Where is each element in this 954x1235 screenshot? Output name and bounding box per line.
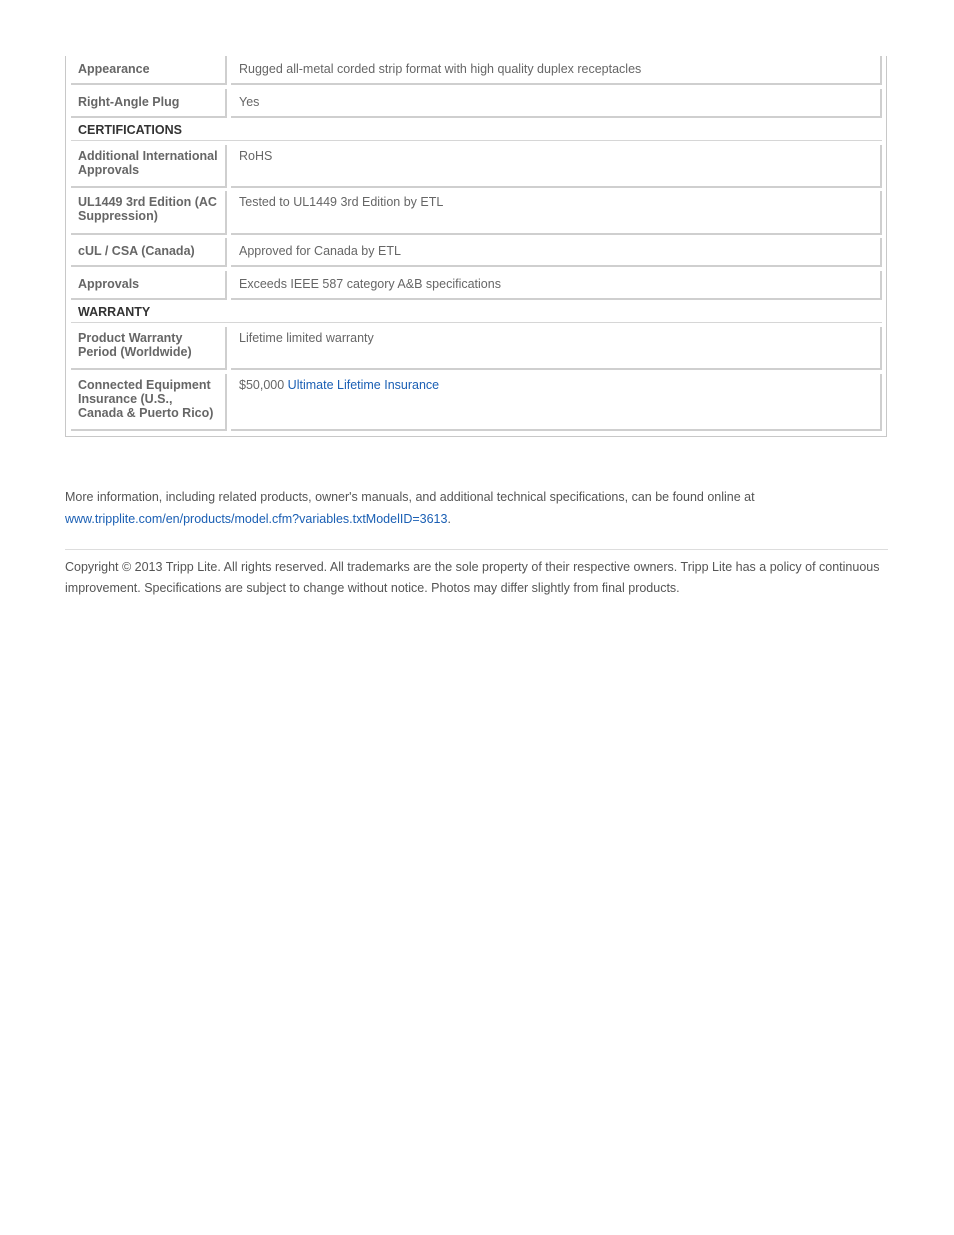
spec-label: Additional International Approvals — [71, 145, 227, 188]
spec-value — [231, 374, 882, 431]
more-info-text: More information, including related products, owner's manuals, and additional technical specifications, can be found online at — [65, 490, 755, 504]
spec-row-appearance — [71, 56, 882, 85]
spec-label: Product Warranty Period (Worldwide) — [71, 327, 227, 370]
url-suffix: . — [447, 512, 451, 526]
spec-label: Approvals — [71, 271, 227, 300]
footer-divider — [65, 549, 888, 550]
more-info-paragraph — [65, 486, 888, 530]
spec-row-right-angle-plug — [71, 89, 882, 118]
spec-value: Rugged all-metal corded strip format with high quality duplex receptacles — [231, 56, 882, 85]
spec-value: Yes — [231, 89, 882, 118]
spec-row-approvals — [71, 271, 882, 300]
copyright-text: Copyright © 2013 Tripp Lite. All rights reserved. All trademarks are the sole property of their respective owners. Tripp Lite has a policy of continuous improvement. Specifications are subject to change without notice. Photos may differ slightly from final products. — [65, 560, 880, 595]
spec-label: Connected Equipment Insurance (U.S., Canada & Puerto Rico) — [71, 374, 227, 431]
spec-value: RoHS — [231, 145, 882, 188]
spec-label: Appearance — [71, 56, 227, 85]
spec-row-equipment-insurance — [71, 374, 882, 431]
section-header-certifications: CERTIFICATIONS — [71, 120, 882, 141]
spec-row-cul-csa — [71, 238, 882, 267]
spec-value: Exceeds IEEE 587 category A&B specifications — [231, 271, 882, 300]
spec-row-intl-approvals — [71, 145, 882, 188]
spec-label: UL1449 3rd Edition (AC Suppression) — [71, 191, 227, 235]
section-header-warranty: WARRANTY — [71, 302, 882, 323]
spec-value: Lifetime limited warranty — [231, 327, 882, 370]
spec-value: Approved for Canada by ETL — [231, 238, 882, 267]
product-url-link[interactable]: www.tripplite.com/en/products/model.cfm?variables.txtModelID=3613 — [65, 512, 448, 526]
insurance-amount: $50,000 — [239, 378, 288, 392]
spec-value: Tested to UL1449 3rd Edition by ETL — [231, 191, 882, 235]
ultimate-lifetime-insurance-link[interactable]: Ultimate Lifetime Insurance — [287, 378, 440, 392]
spec-table — [65, 56, 887, 437]
spec-row-ul1449 — [71, 191, 882, 235]
spec-label: Right-Angle Plug — [71, 89, 227, 118]
spec-row-warranty-period — [71, 327, 882, 370]
spec-label: cUL / CSA (Canada) — [71, 238, 227, 267]
